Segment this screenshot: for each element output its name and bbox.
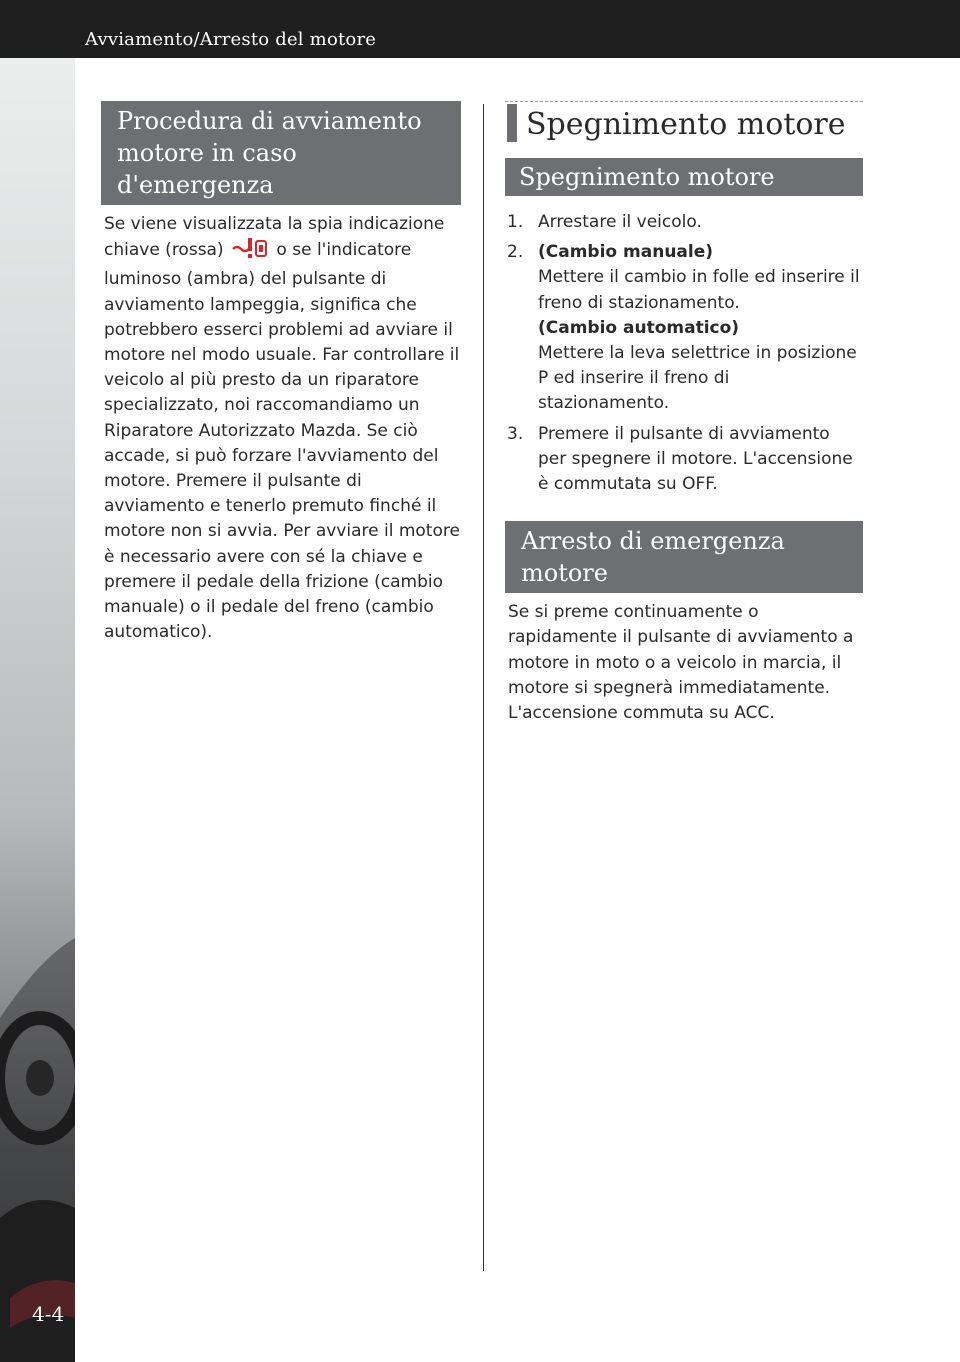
emergency-start-heading: Procedura di avviamento motore in caso d'emergenza xyxy=(101,101,461,205)
title-accent-bar xyxy=(507,104,517,142)
manual-transmission-label: (Cambio manuale) xyxy=(538,242,714,263)
left-column xyxy=(101,101,461,645)
header-bar xyxy=(0,0,960,58)
step-number: 1. xyxy=(507,212,524,232)
engine-stop-subheading: Spegnimento motore xyxy=(505,158,863,196)
engine-stop-main-title xyxy=(505,101,863,152)
step-text: Mettere la leva selettrice in posizione P ed inserire il freno di stazionamento. xyxy=(538,343,857,414)
step-number: 2. xyxy=(507,242,524,263)
emergency-stop-paragraph: Se si preme continuamente o rapidamente il pulsante di avviamento a motore in moto o a veicolo in marcia, il motore si spegnerà immediatamente. L'accensione commuta su ACC. xyxy=(508,602,854,724)
list-item xyxy=(505,240,863,416)
step-text: Mettere il cambio in folle ed inserire il freno di stazionamento. xyxy=(538,267,860,313)
emergency-start-paragraph xyxy=(101,212,461,645)
step-text: Arrestare il veicolo. xyxy=(538,212,702,232)
paragraph-text-after: o se l'indicatore luminoso (ambra) del pulsante di avviamento lampeggia, significa che potrebbero esserci problemi ad avviare il motore nel modo usuale. Far controllare il veicolo al più presto da un riparatore specializzato, noi raccomandiamo un Riparatore Autorizzato Mazda. Se ciò accade, si può forzare l'avviamento del motore. Premere il pulsante di avviamento e tenerlo premuto finché il motore non si avvia. Per avviare il motore è necessario avere con sé la chiave e premere il pedale della frizione (cambio manuale) o il pedale del freno (cambio automatico). xyxy=(104,240,460,643)
main-title-text: Spegnimento motore xyxy=(526,107,846,142)
chapter-title: Avviamento/Arresto del motore xyxy=(85,29,377,50)
column-divider xyxy=(483,104,484,1271)
step-text: Premere il pulsante di avviamento per spegnere il motore. L'accensione è commutata su OFF. xyxy=(538,423,853,495)
page-number: 4-4 xyxy=(32,1302,65,1326)
list-item xyxy=(505,210,863,235)
key-warning-icon xyxy=(231,237,269,267)
car-interior-illustration xyxy=(0,58,75,1362)
automatic-transmission-label: (Cambio automatico) xyxy=(538,317,740,338)
list-item xyxy=(505,422,863,498)
emergency-stop-heading: Arresto di emergenza motore xyxy=(505,521,863,593)
sidebar-image xyxy=(0,58,75,1362)
engine-stop-steps xyxy=(505,210,863,497)
step-number: 3. xyxy=(507,423,524,444)
paragraph-text-before: Se viene visualizzata la spia indicazione chiave (rossa) xyxy=(104,214,445,261)
right-column xyxy=(505,101,863,726)
